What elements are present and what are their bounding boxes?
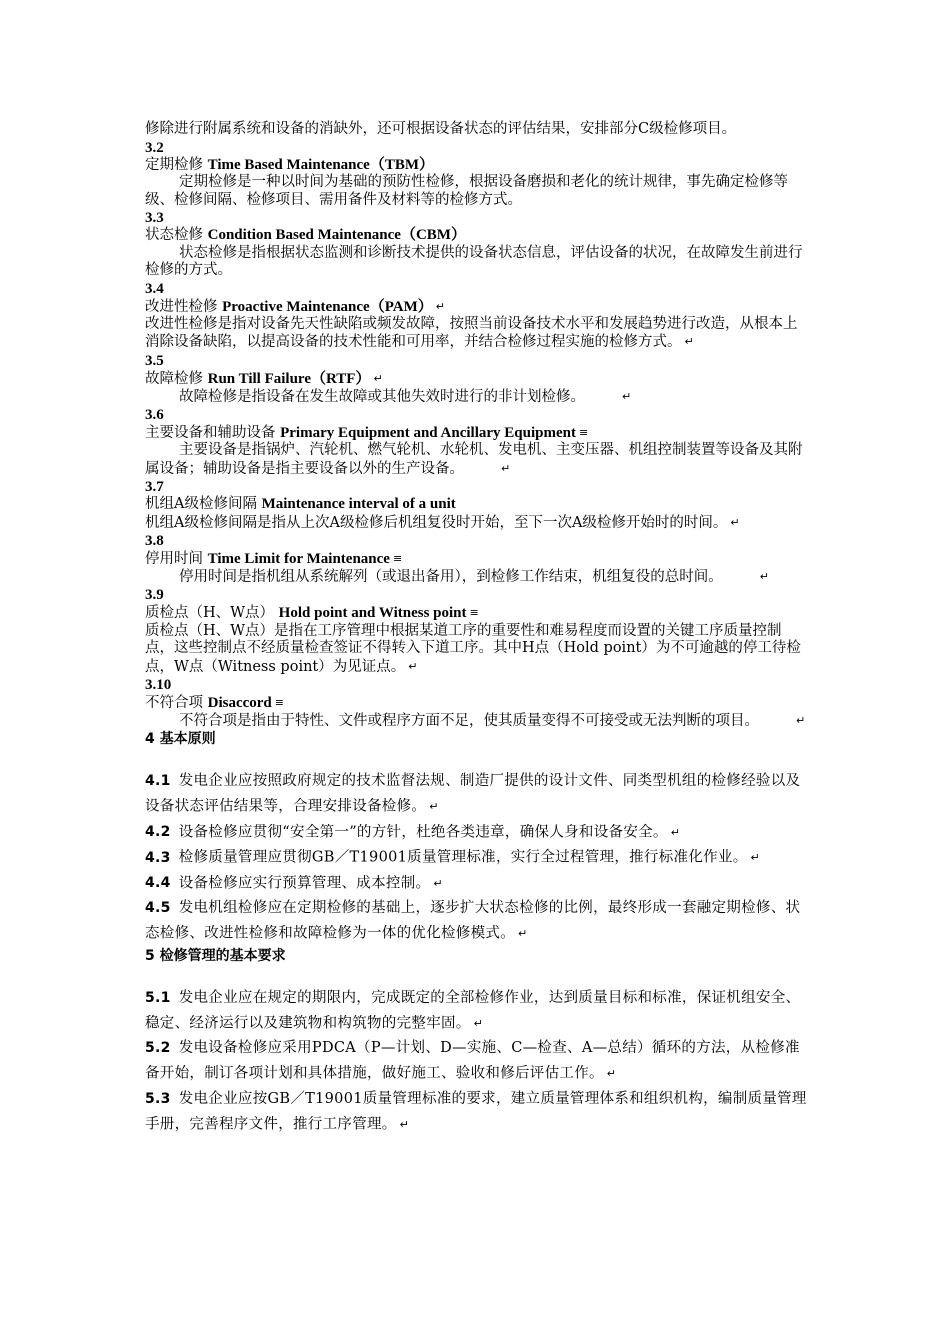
term-chinese: 定期检修 — [145, 156, 208, 173]
term-definition — [145, 712, 810, 730]
term-english: Run Till Failure（RTF） — [207, 370, 371, 387]
term-chinese: 机组A级检修间隔 — [145, 496, 262, 512]
term-definitions — [145, 139, 810, 731]
paragraph-mark-icon: ≡ — [392, 551, 403, 565]
numbered-item — [145, 1036, 810, 1087]
item-text: 设备检修应贯彻“安全第一”的方针，杜绝各类违章，确保人身和设备安全。 — [178, 824, 668, 841]
term-english: Time Limit for Maintenance — [207, 550, 390, 567]
numbered-item — [145, 1087, 810, 1138]
term-english: Primary Equipment and Ancillary Equipment — [280, 424, 576, 441]
section-5-heading: 5 检修管理的基本要求 — [145, 947, 286, 964]
item-text: 发电设备检修应采用PDCA（P—计划、D—实施、C—检查、A—总结）循环的方法，从检修准备开始，制订各项计划和具体措施，做好施工、验收和修后评估工作。 — [145, 1040, 800, 1082]
item-text: 发电企业应按照政府规定的技术监督法规、制造厂提供的设计文件、同类型机组的检修经验以及设备状态评估结果等，合理安排设备检修。 — [145, 773, 801, 815]
term-english: Proactive Maintenance（PAM） — [222, 298, 433, 315]
definition-text: 状态检修是指根据状态监测和诊断技术提供的设备状态信息，评估设备的状况，在故障发生前进行检修的方式。 — [145, 244, 803, 278]
numbered-item — [145, 986, 810, 1037]
term-english: Disaccord — [207, 694, 272, 711]
item-number: 4.2 — [145, 824, 171, 841]
term-chinese: 主要设备和辅助设备 — [145, 424, 281, 441]
item-number: 5.2 — [145, 1040, 171, 1057]
term-definition — [145, 388, 810, 406]
term-english: Maintenance interval of a unit — [261, 496, 456, 512]
item-number: 4.3 — [145, 849, 171, 866]
term-definition — [145, 316, 810, 352]
paragraph-mark-icon: ↵ — [399, 1117, 410, 1131]
paragraph-mark-icon: ↵ — [730, 515, 740, 529]
numbered-item — [145, 871, 810, 897]
term-english: Condition Based Maintenance（CBM） — [207, 227, 466, 243]
item-text: 设备检修应实行预算管理、成本控制。 — [178, 875, 431, 892]
term-definition — [145, 174, 810, 209]
section-4-list — [145, 769, 810, 947]
definition-text: 定期检修是一种以时间为基础的预防性检修，根据设备磨损和老化的统计规律，事先确定检修等级、检修间隔、检修项目、需用备件及材料等的检修方式。 — [145, 174, 788, 208]
paragraph-mark-icon: ↵ — [435, 299, 445, 313]
term-chinese: 质检点（H、W点） — [145, 605, 279, 621]
term-title — [145, 496, 810, 514]
term-title — [145, 424, 810, 442]
term-title — [145, 694, 810, 712]
term-title — [145, 157, 810, 175]
term-title — [145, 298, 810, 316]
term-chinese: 状态检修 — [145, 227, 208, 243]
numbered-item — [145, 845, 810, 871]
item-number: 5.3 — [145, 1090, 171, 1107]
term-chinese: 不符合项 — [145, 694, 208, 711]
paragraph-mark-icon: ↵ — [606, 1067, 617, 1081]
definition-text: 故障检修是指设备在发生故障或其他失效时进行的非计划检修。 — [179, 388, 585, 405]
definition-text: 质检点（H、W点）是指在工序管理中根据某道工序的重要性和难易程度而设置的关键工序质量控制点，这些控制点不经质量检查签证不得转入下道工序。其中H点（Hold point）为不可逾越的停工待检点，W点（Witness point）为见证点。 — [145, 622, 801, 675]
term-english: Time Based Maintenance（TBM） — [207, 156, 434, 173]
item-text: 发电企业应在规定的期限内，完成既定的全部检修作业，达到质量目标和标准，保证机组安全、稳定、经济运行以及建筑物和构筑物的完整牢固。 — [145, 989, 801, 1032]
document-page — [145, 121, 810, 1137]
term-definition — [145, 245, 810, 280]
paragraph-mark-icon: ↵ — [373, 371, 383, 385]
definition-text: 停用时间是指机组从系统解列（或退出备用），到检修工作结束，机组复役的总时间。 — [179, 568, 723, 585]
paragraph-mark-icon: ↵ — [408, 659, 418, 673]
term-title — [145, 550, 810, 568]
item-text: 检修质量管理应贯彻GB／T19001质量管理标准，实行全过程管理，推行标准化作业。 — [178, 849, 748, 866]
term-title — [145, 227, 810, 245]
term-english: Hold point and Witness point — [278, 605, 467, 621]
paragraph-mark-icon: ↵ — [518, 927, 528, 941]
term-definition — [145, 623, 810, 676]
paragraph-mark-icon: ↵ — [684, 335, 694, 349]
definition-text: 不符合项是指由于特性、文件或程序方面不足，使其质量变得不可接受或无法判断的项目。 — [179, 712, 759, 729]
numbered-item — [145, 820, 810, 846]
paragraph-mark-icon: ↵ — [501, 461, 511, 475]
term-number: 3.4 — [145, 280, 164, 297]
paragraph-mark-icon: ≡ — [578, 426, 589, 439]
paragraph-mark-icon: ↵ — [759, 570, 769, 583]
item-number: 4.5 — [145, 900, 171, 917]
item-number: 4.1 — [145, 773, 171, 790]
paragraph-mark-icon: ↵ — [433, 876, 443, 890]
definition-text: 改进性检修是指对设备先天性缺陷或频发故障，按照当前设备技术水平和发展趋势进行改造，从根本上消除设备缺陷，以提高设备的技术性能和可用率，并结合检修过程实施的检修方式。 — [145, 315, 798, 350]
item-number: 4.4 — [145, 875, 171, 892]
term-number: 3.10 — [145, 676, 172, 693]
term-title — [145, 370, 810, 388]
paragraph-mark-icon: ↵ — [796, 714, 806, 727]
paragraph-mark-icon: ↵ — [473, 1016, 484, 1030]
term-title — [145, 604, 810, 622]
term-number: 3.3 — [145, 210, 164, 226]
item-number: 5.1 — [145, 989, 171, 1006]
term-chinese: 故障检修 — [145, 370, 208, 387]
term-chinese: 停用时间 — [145, 550, 208, 567]
term-number: 3.6 — [145, 407, 164, 423]
numbered-item — [145, 769, 810, 820]
term-definition — [145, 568, 810, 586]
item-text: 发电机组检修应在定期检修的基础上，逐步扩大状态检修的比例，最终形成一套融定期检修、状态检修、改进性检修和故障检修为一体的优化检修模式。 — [145, 900, 801, 942]
spacer — [145, 965, 810, 986]
term-definition — [145, 514, 810, 532]
paragraph-mark-icon: ≡ — [469, 606, 479, 620]
paragraph-mark-icon: ↵ — [750, 851, 761, 865]
paragraph-mark-icon: ≡ — [274, 695, 284, 709]
term-number: 3.8 — [145, 532, 164, 549]
term-definition — [145, 442, 810, 478]
paragraph-mark-icon: ↵ — [429, 800, 439, 814]
definition-text: 主要设备是指锅炉、汽轮机、燃气轮机、水轮机、发电机、主变压器、机组控制装置等设备及其附属设备；辅助设备是指主要设备以外的生产设备。 — [145, 442, 803, 477]
item-text: 发电企业应按GB／T19001质量管理标准的要求，建立质量管理体系和组织机构，编制质量管理手册，完善程序文件，推行工序管理。 — [145, 1090, 807, 1133]
spacer — [145, 748, 810, 769]
term-number: 3.9 — [145, 587, 164, 604]
paragraph-mark-icon: ↵ — [670, 825, 681, 839]
intro-paragraph: 修除进行附属系统和设备的消缺外，还可根据设备状态的评估结果，安排部分C级检修项目。 — [145, 121, 737, 137]
term-number: 3.2 — [145, 139, 164, 156]
term-number: 3.7 — [145, 479, 164, 495]
definition-text: 机组A级检修间隔是指从上次A级检修后机组复役时开始，至下一次A级检修开始时的时间。 — [145, 514, 728, 531]
paragraph-mark-icon: ↵ — [622, 389, 632, 403]
section-5-list — [145, 986, 810, 1138]
numbered-item — [145, 896, 810, 947]
section-4-heading: 4 基本原则 — [145, 731, 216, 748]
term-number: 3.5 — [145, 352, 164, 369]
term-chinese: 改进性检修 — [145, 298, 223, 315]
